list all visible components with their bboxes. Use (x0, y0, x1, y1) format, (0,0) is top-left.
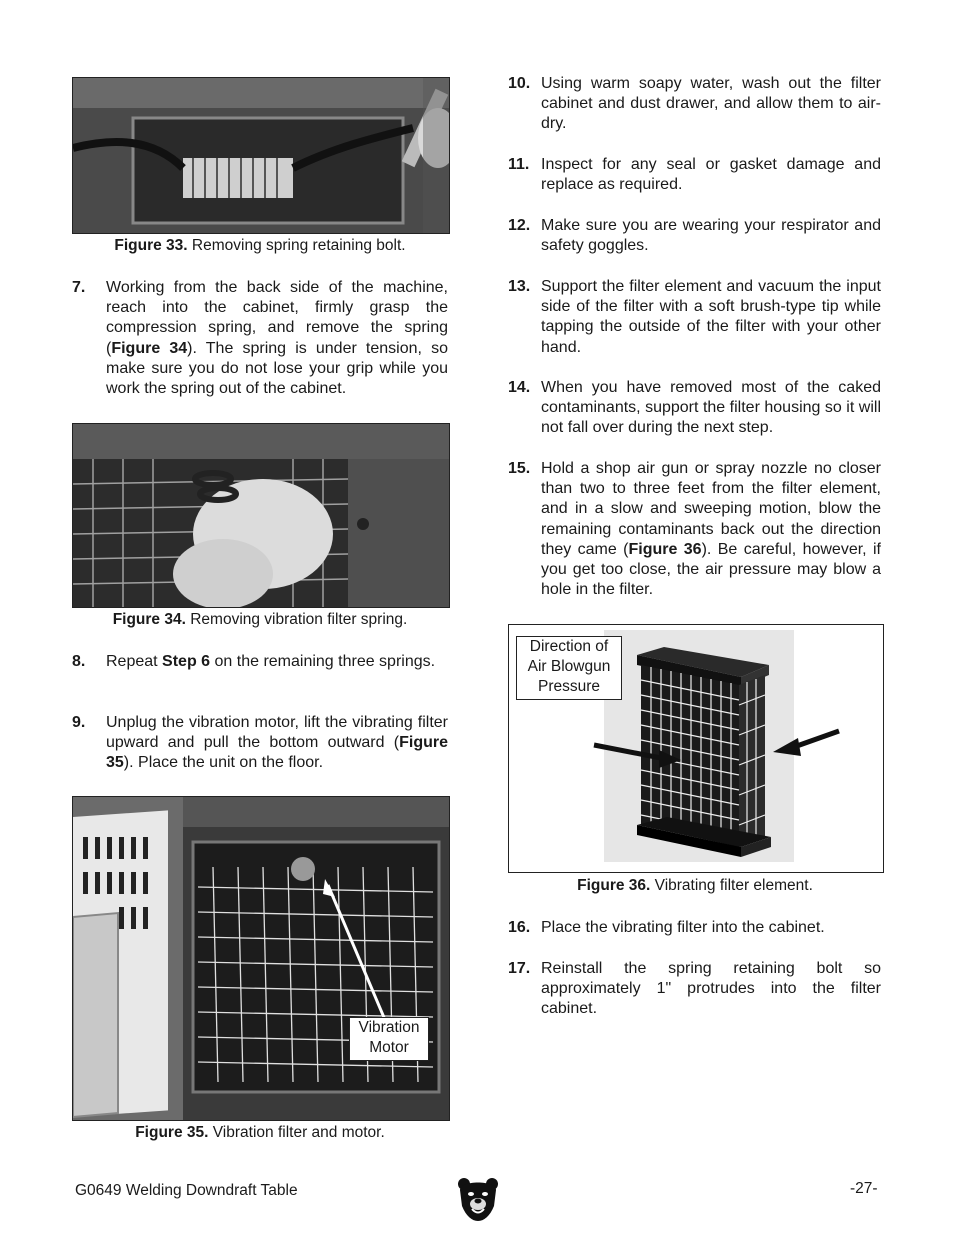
figure-33-caption: Figure 33. Removing spring retaining bolt. (114, 237, 406, 254)
step-text: Using warm soapy water, wash out the filter cabinet and dust drawer, and allow them to air-dry. (541, 75, 881, 133)
figure-34-photo (72, 423, 450, 608)
step-text: Working from the back side of the machine, reach into the cabinet, firmly grasp the compression spring, and remove the spring (Figure 34). The spring is under tension, so make sure you do not lose your grip while you work the spring out of the cabinet. (106, 279, 448, 398)
footer-title: G0649 Welding Downdraft Table (75, 1182, 298, 1199)
step-16 (508, 918, 882, 940)
step-text: Hold a shop air gun or spray nozzle no closer than two to three feet from the filter element, and in a slow and sweeping motion, blow the remaining contaminants back out the direction they came (Figure 36). Be careful, however, if you get too close, the air pressure may blow a hole in the filter. (541, 460, 881, 599)
step-14 (508, 378, 882, 440)
step-8 (72, 652, 448, 694)
step-9 (72, 713, 448, 775)
step-17 (508, 959, 882, 1021)
step-11 (508, 155, 882, 197)
step-number: 16. (508, 919, 531, 936)
step-number: 14. (508, 379, 531, 396)
step-text: Inspect for any seal or gasket damage and replace as required. (541, 156, 881, 194)
step-number: 17. (508, 960, 531, 977)
vibration-motor-callout: Vibration Motor (349, 1017, 429, 1061)
step-number: 8. (72, 653, 86, 670)
step-text: Support the filter element and vacuum the input side of the filter with a soft brush-type tip while tapping the outside of the filter with your other hand. (541, 278, 881, 356)
step-text: Unplug the vibration motor, lift the vibrating filter upward and pull the bottom outward (Figure 35). Place the unit on the floor. (106, 714, 448, 772)
figure-35-caption: Figure 35. Vibration filter and motor. (135, 1124, 385, 1141)
figure-34-caption: Figure 34. Removing vibration filter spring. (112, 611, 408, 628)
air-blowgun-direction-callout: Direction of Air Blowgun Pressure (516, 636, 622, 700)
figure-35-photo (72, 796, 450, 1121)
step-text: When you have removed most of the caked contaminants, support the filter housing so it will not fall over during the next step. (541, 379, 881, 437)
step-text: Repeat Step 6 on the remaining three springs. (106, 653, 436, 670)
page-number: -27- (850, 1180, 878, 1197)
step-12 (508, 216, 882, 258)
step-number: 15. (508, 460, 531, 477)
step-7 (72, 278, 448, 402)
step-text: Place the vibrating filter into the cabinet. (541, 919, 825, 936)
step-15 (508, 459, 882, 601)
figure-33-photo (72, 77, 450, 234)
step-13 (508, 277, 882, 359)
step-number: 11. (508, 156, 530, 173)
step-10 (508, 74, 882, 136)
step-text: Reinstall the spring retaining bolt so approximately 1" protrudes into the filter cabinet. (541, 960, 881, 1018)
step-number: 12. (508, 217, 531, 234)
step-number: 7. (72, 279, 86, 296)
figure-36-caption: Figure 36. Vibrating filter element. (577, 877, 813, 894)
grizzly-bear-logo-icon (457, 1176, 499, 1222)
step-number: 9. (72, 714, 86, 731)
step-number: 10. (508, 75, 531, 92)
step-number: 13. (508, 278, 531, 295)
step-text: Make sure you are wearing your respirator and safety goggles. (541, 217, 881, 255)
